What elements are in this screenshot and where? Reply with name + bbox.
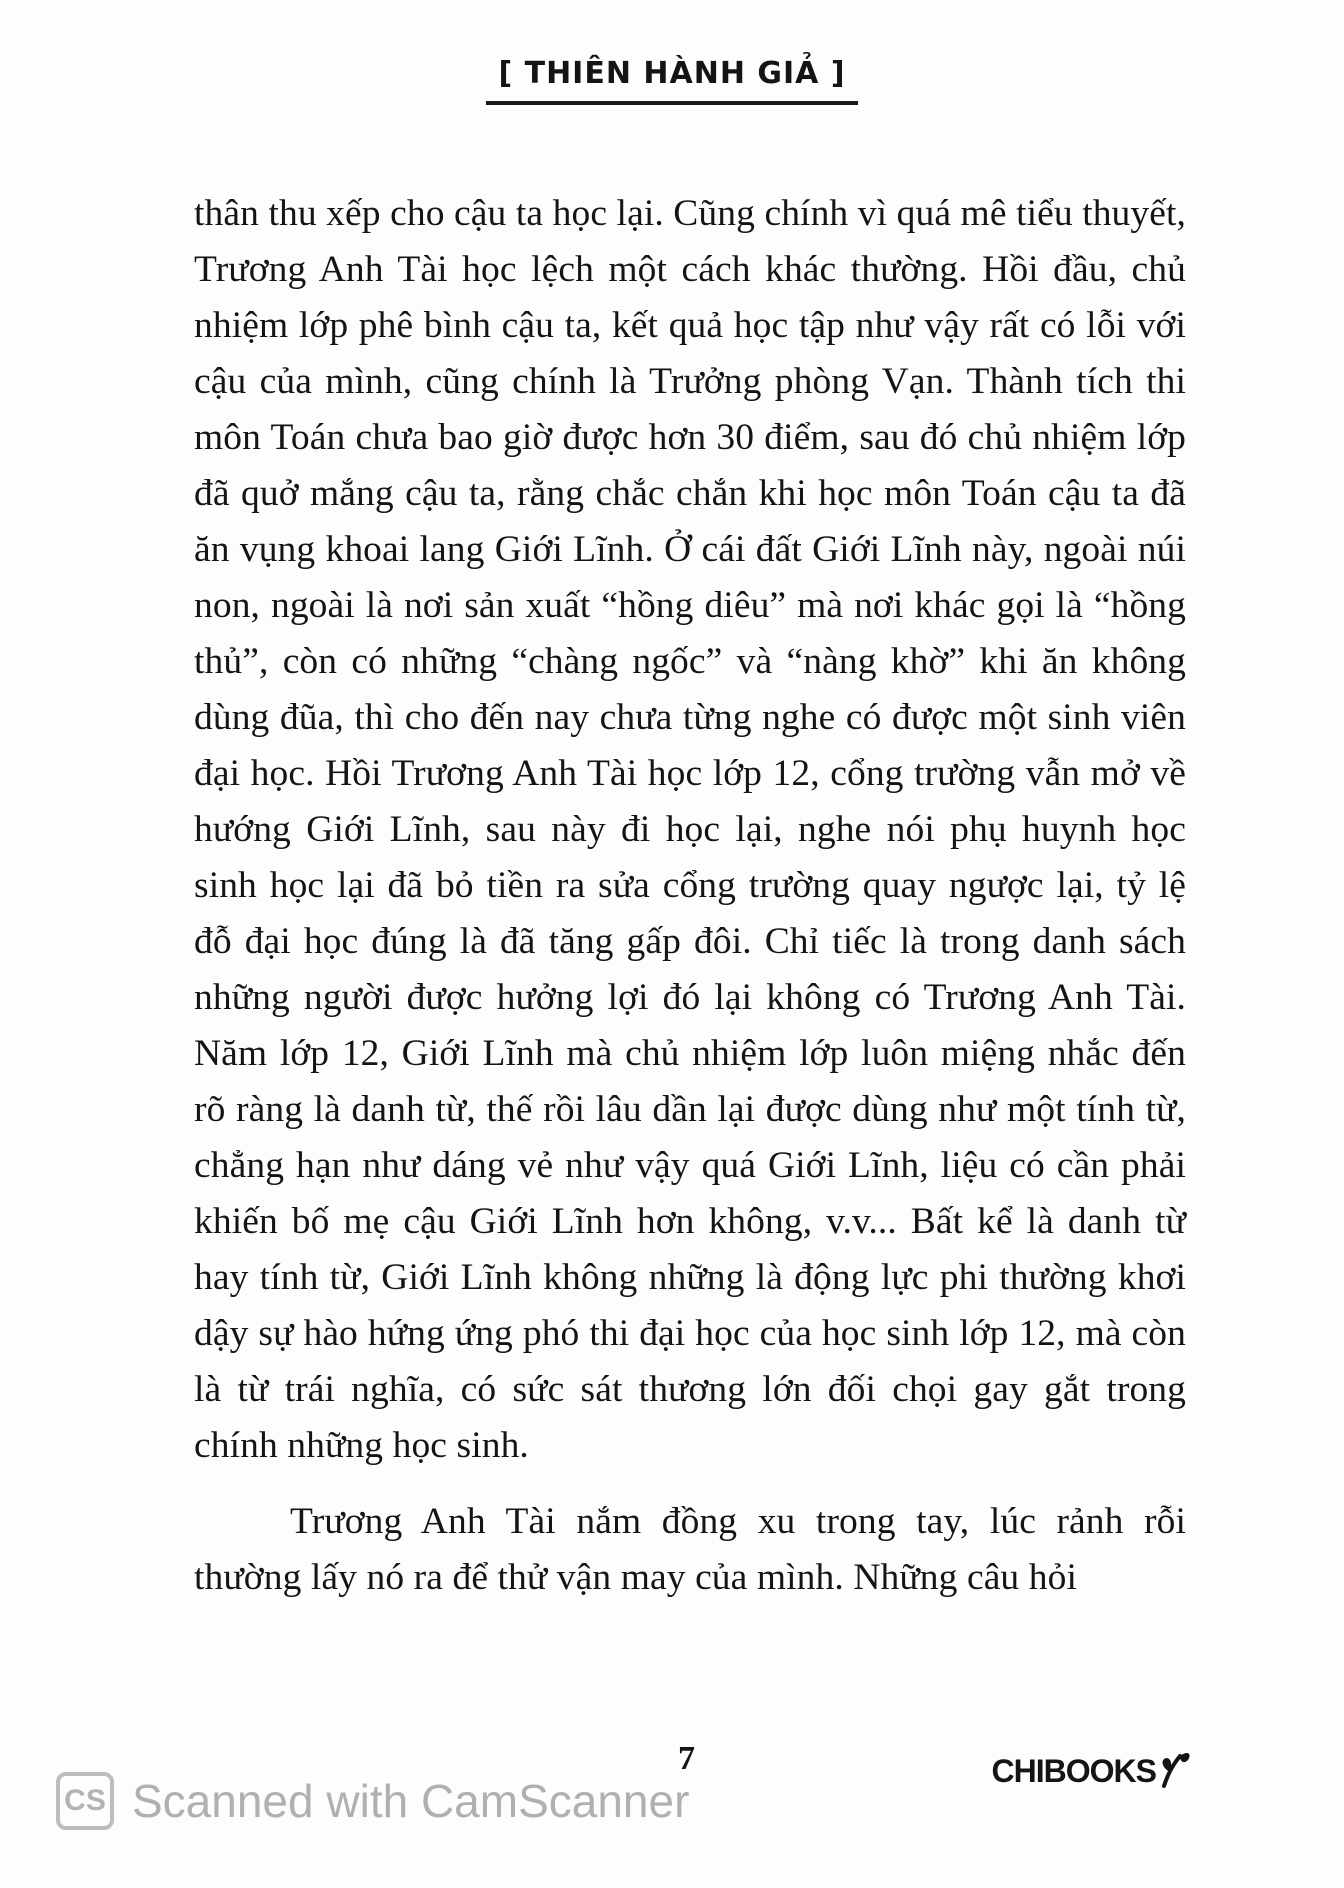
leaf-icon	[1158, 1746, 1194, 1790]
page-number: 7	[678, 1740, 695, 1777]
camscanner-logo-icon: CS	[56, 1772, 114, 1830]
paragraph: Trương Anh Tài nắm đồng xu trong tay, lúc rảnh rỗi thường lấy nó ra để thử vận may của mình. Những câu hỏi	[194, 1501, 1186, 1598]
publisher-logo	[992, 1746, 1194, 1790]
book-title: [ THIÊN HÀNH GIẢ ]	[486, 56, 857, 105]
paragraph: thân thu xếp cho cậu ta học lại. Cũng chính vì quá mê tiểu thuyết, Trương Anh Tài học lệch một cách khác thường. Hồi đầu, chủ nhiệm lớp phê bình cậu ta, kết quả học tập như vậy rất có lỗi với cậu của mình, cũng chính là Trưởng phòng Vạn. Thành tích thi môn Toán chưa bao giờ được hơn 30 điểm, sau đó chủ nhiệm lớp đã quở mắng cậu ta, rằng chắc chắn khi học môn Toán cậu ta đã ăn vụng khoai lang Giới Lĩnh. Ở cái đất Giới Lĩnh này, ngoài núi non, ngoài là nơi sản xuất “hồng diêu” mà nơi khác gọi là “hồng thủ”, còn có những “chàng ngốc” và “nàng khờ” khi ăn không dùng đũa, thì cho đến nay chưa từng nghe có được một sinh viên đại học. Hồi Trương Anh Tài học lớp 12, cổng trường vẫn mở về hướng Giới Lĩnh, sau này đi học lại, nghe nói phụ huynh học sinh học lại đã bỏ tiền ra sửa cổng trường quay ngược lại, tỷ lệ đỗ đại học đúng là đã tăng gấp đôi. Chỉ tiếc là trong danh sách những người được hưởng lợi đó lại không có Trương Anh Tài. Năm lớp 12, Giới Lĩnh mà chủ nhiệm lớp luôn miệng nhắc đến rõ ràng là danh từ, thế rồi lâu dần lại được dùng như một tính từ, chẳng hạn như dáng vẻ như vậy quá Giới Lĩnh, liệu có cần phải khiến bố mẹ cậu Giới Lĩnh hơn không, v.v... Bất kể là danh từ hay tính từ, Giới Lĩnh không những là động lực phi thường khơi dậy sự hào hứng ứng phó thi đại học của học sinh lớp 12, mà còn là từ trái nghĩa, có sức sát thương lớn đối chọi gay gắt trong chính những học sinh.	[194, 193, 1186, 1466]
watermark-text: Scanned with CamScanner	[132, 1775, 690, 1827]
publisher-name: CHIBOOKS	[991, 1753, 1156, 1789]
scanner-watermark	[56, 1772, 689, 1830]
page-body	[194, 186, 1186, 1606]
running-header	[0, 56, 1344, 105]
